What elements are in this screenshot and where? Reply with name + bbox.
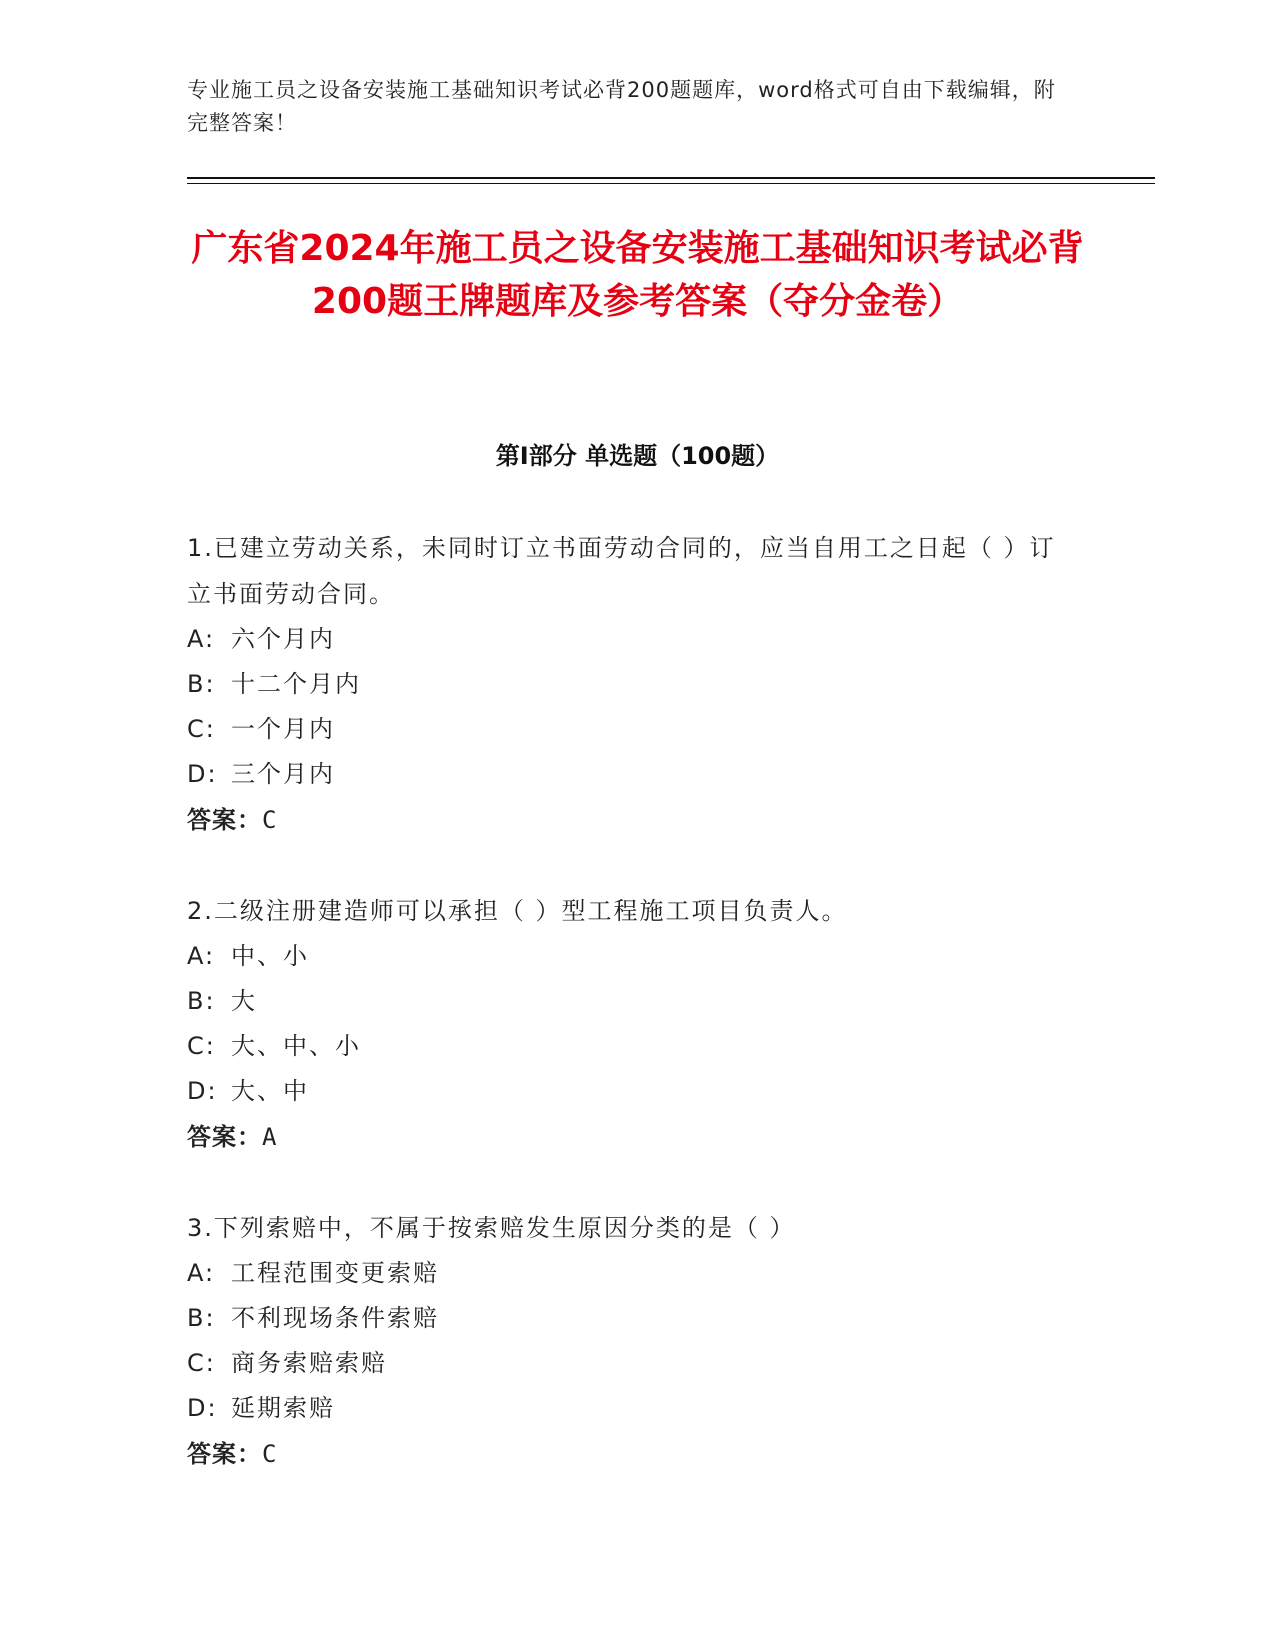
option-letter: B: [187, 987, 216, 1015]
option-letter: D: [187, 760, 218, 788]
option-text: 延期索赔 [231, 1394, 335, 1422]
option-d [187, 1069, 1067, 1114]
option-c [187, 1024, 1067, 1069]
option-a [187, 1251, 1067, 1296]
option-c [187, 707, 1067, 752]
option-letter: C: [187, 1032, 216, 1060]
header-note: 专业施工员之设备安装施工基础知识考试必背200题题库，word格式可自由下载编辑，附完整答案！ [187, 78, 1056, 135]
option-text: 大、中 [231, 1077, 309, 1105]
answer-value: C [262, 806, 278, 834]
answer-label: 答案： [187, 806, 262, 834]
option-text: 一个月内 [231, 715, 335, 743]
option-text: 大、中、小 [231, 1032, 361, 1060]
question-stem: 2.二级注册建造师可以承担（ ）型工程施工项目负责人。 [187, 897, 848, 925]
option-b [187, 662, 1067, 707]
answer-label: 答案： [187, 1440, 262, 1468]
option-a [187, 617, 1067, 662]
option-c [187, 1341, 1067, 1386]
answer-line [187, 1114, 1067, 1160]
question-2 [187, 888, 1067, 1160]
answer-value: C [262, 1440, 278, 1468]
question-stem: 3.下列索赔中，不属于按索赔发生原因分类的是（ ） [187, 1214, 796, 1242]
header-divider-thin [187, 183, 1155, 184]
section-title: 第Ⅰ部分 单选题（100题） [495, 442, 780, 470]
option-letter: B: [187, 670, 216, 698]
answer-value: A [262, 1123, 278, 1151]
option-text: 不利现场条件索赔 [231, 1304, 439, 1332]
option-text: 三个月内 [231, 760, 335, 788]
option-text: 六个月内 [231, 625, 335, 653]
option-text: 大 [231, 987, 257, 1015]
option-letter: D: [187, 1077, 218, 1105]
option-a [187, 934, 1067, 979]
header-divider-thick [187, 177, 1155, 179]
option-d [187, 1386, 1067, 1431]
answer-line [187, 1431, 1067, 1477]
option-letter: C: [187, 715, 216, 743]
answer-label: 答案： [187, 1123, 262, 1151]
option-b [187, 979, 1067, 1024]
option-letter: C: [187, 1349, 216, 1377]
question-1 [187, 525, 1067, 843]
option-text: 工程范围变更索赔 [231, 1259, 439, 1287]
option-text: 十二个月内 [231, 670, 361, 698]
question-stem: 1.已建立劳动关系，未同时订立书面劳动合同的，应当自用工之日起（ ）订立书面劳动合同。 [187, 534, 1056, 608]
question-3 [187, 1205, 1067, 1477]
option-letter: A: [187, 1259, 216, 1287]
option-letter: A: [187, 942, 216, 970]
option-text: 中、小 [231, 942, 309, 970]
option-letter: B: [187, 1304, 216, 1332]
answer-line [187, 797, 1067, 843]
option-letter: A: [187, 625, 216, 653]
option-letter: D: [187, 1394, 218, 1422]
option-d [187, 752, 1067, 797]
option-b [187, 1296, 1067, 1341]
option-text: 商务索赔索赔 [231, 1349, 387, 1377]
document-title: 广东省2024年施工员之设备安装施工基础知识考试必背200题王牌题库及参考答案（夺分金卷） [191, 228, 1084, 322]
